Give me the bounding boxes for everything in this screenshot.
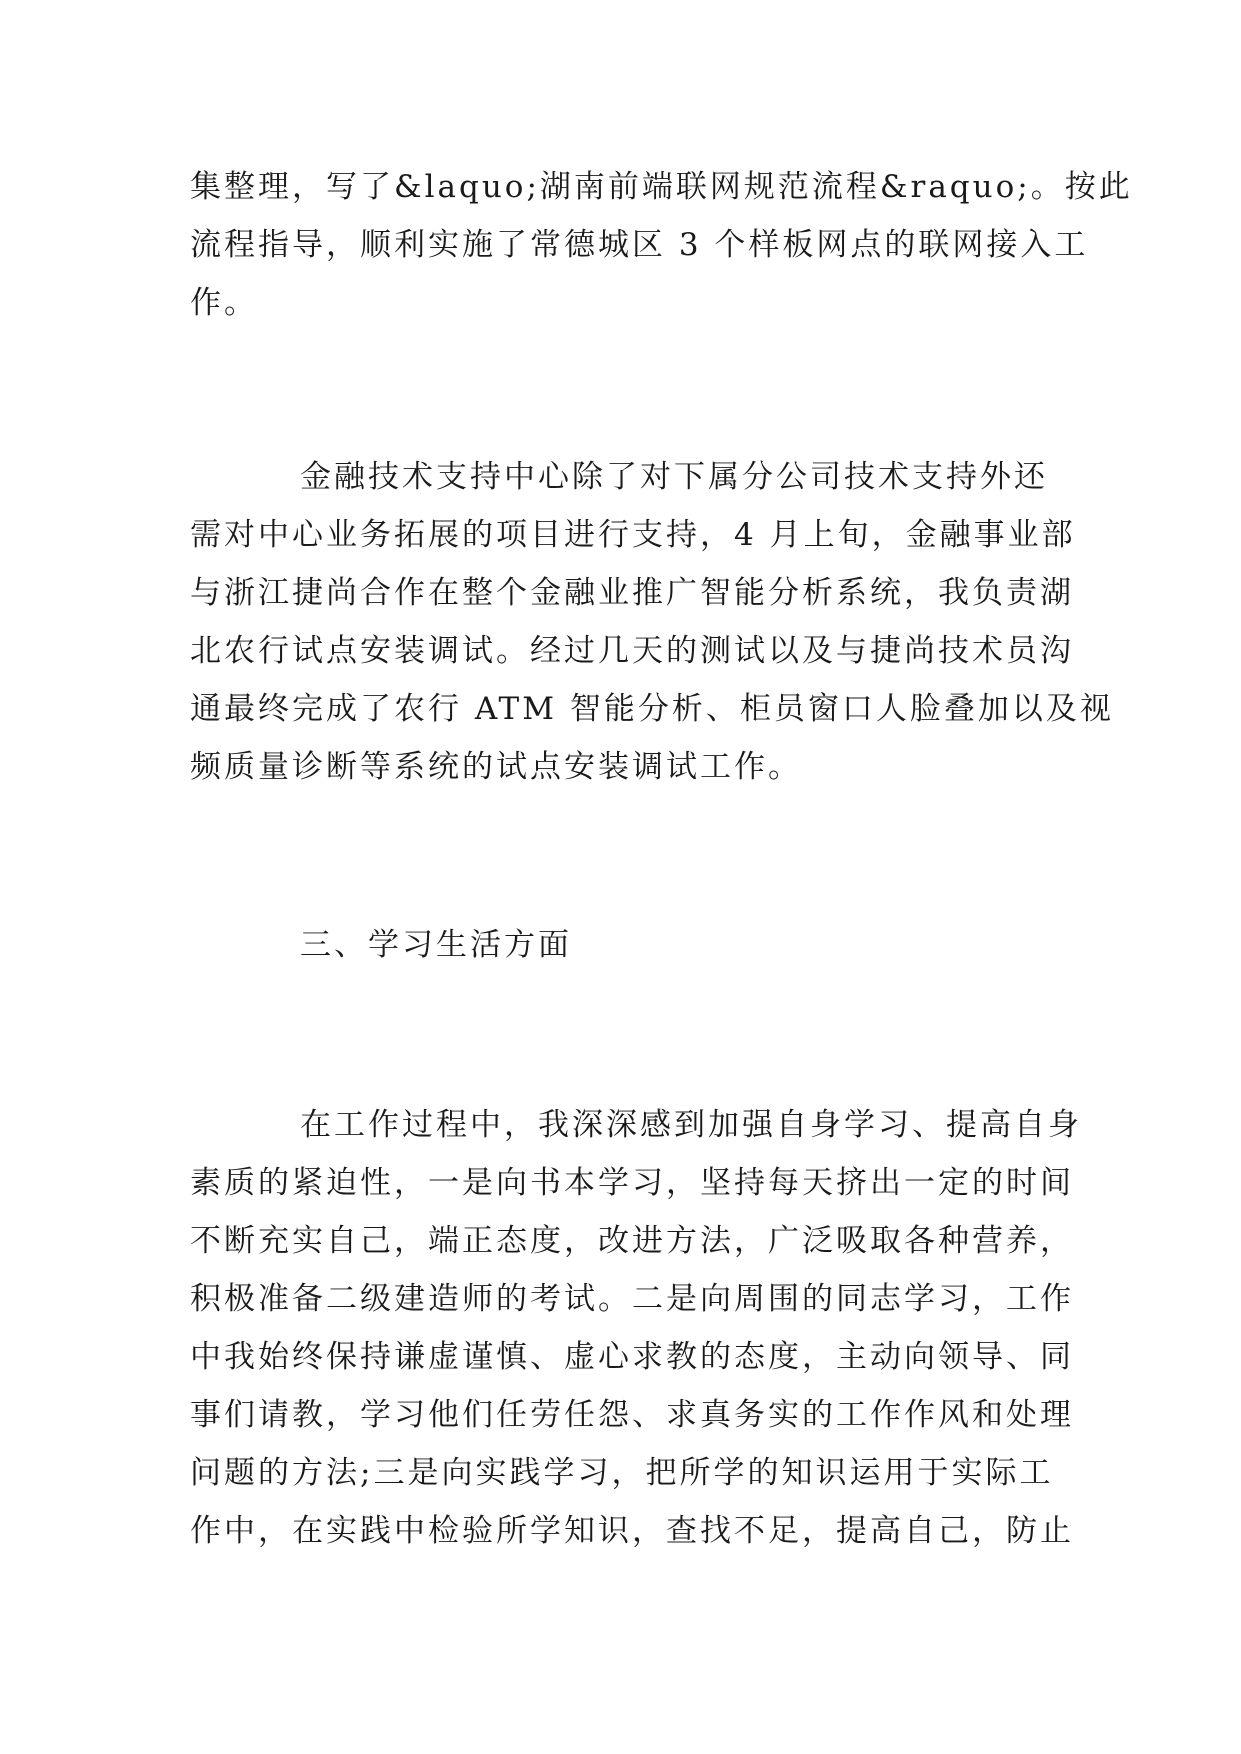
text-line: 中我始终保持谦虚谨慎、虚心求教的态度，主动向领导、同 xyxy=(190,1339,1074,1375)
section-heading-text: 三、学习生活方面 xyxy=(300,927,572,963)
section-heading xyxy=(190,916,1070,974)
text-line: 素质的紧迫性，一是向书本学习，坚持每天挤出一定的时间 xyxy=(190,1165,1074,1201)
text-line: 不断充实自己，端正态度，改进方法，广泛吸取各种营养， xyxy=(190,1223,1074,1259)
paragraph-study-life xyxy=(190,1096,1082,1560)
text-line: 通最终完成了农行 ATM 智能分析、柜员窗口人脸叠加以及视 xyxy=(190,691,1114,727)
text-line: 北农行试点安装调试。经过几天的测试以及与捷尚技术员沟 xyxy=(190,633,1074,669)
text-line: 问题的方法;三是向实践学习，把所学的知识运用于实际工 xyxy=(190,1455,1054,1491)
text-line: 作中，在实践中检验所学知识，查找不足，提高自己，防止 xyxy=(190,1513,1074,1549)
paragraph-tech-support xyxy=(190,448,1114,796)
text-line: 作。 xyxy=(190,285,258,321)
text-line: 需对中心业务拓展的项目进行支持，4 月上旬，金融事业部 xyxy=(190,517,1076,553)
text-line: 事们请教，学习他们任劳任怨、求真务实的工作作风和处理 xyxy=(190,1397,1074,1433)
text-line: 金融技术支持中心除了对下属分公司技术支持外还 xyxy=(300,459,1048,495)
text-line: 频质量诊断等系统的试点安装调试工作。 xyxy=(190,749,802,785)
text-line: 在工作过程中，我深深感到加强自身学习、提高自身 xyxy=(300,1107,1082,1143)
text-line: 积极准备二级建造师的考试。二是向周围的同志学习，工作 xyxy=(190,1281,1074,1317)
text-line: 与浙江捷尚合作在整个金融业推广智能分析系统，我负责湖 xyxy=(190,575,1074,611)
text-line: 流程指导，顺利实施了常德城区 3 个样板网点的联网接入工 xyxy=(190,227,1089,263)
text-line: 集整理，写了&laquo;湖南前端联网规范流程&raquo;。按此 xyxy=(190,169,1133,205)
paragraph-network-process xyxy=(190,158,1133,332)
